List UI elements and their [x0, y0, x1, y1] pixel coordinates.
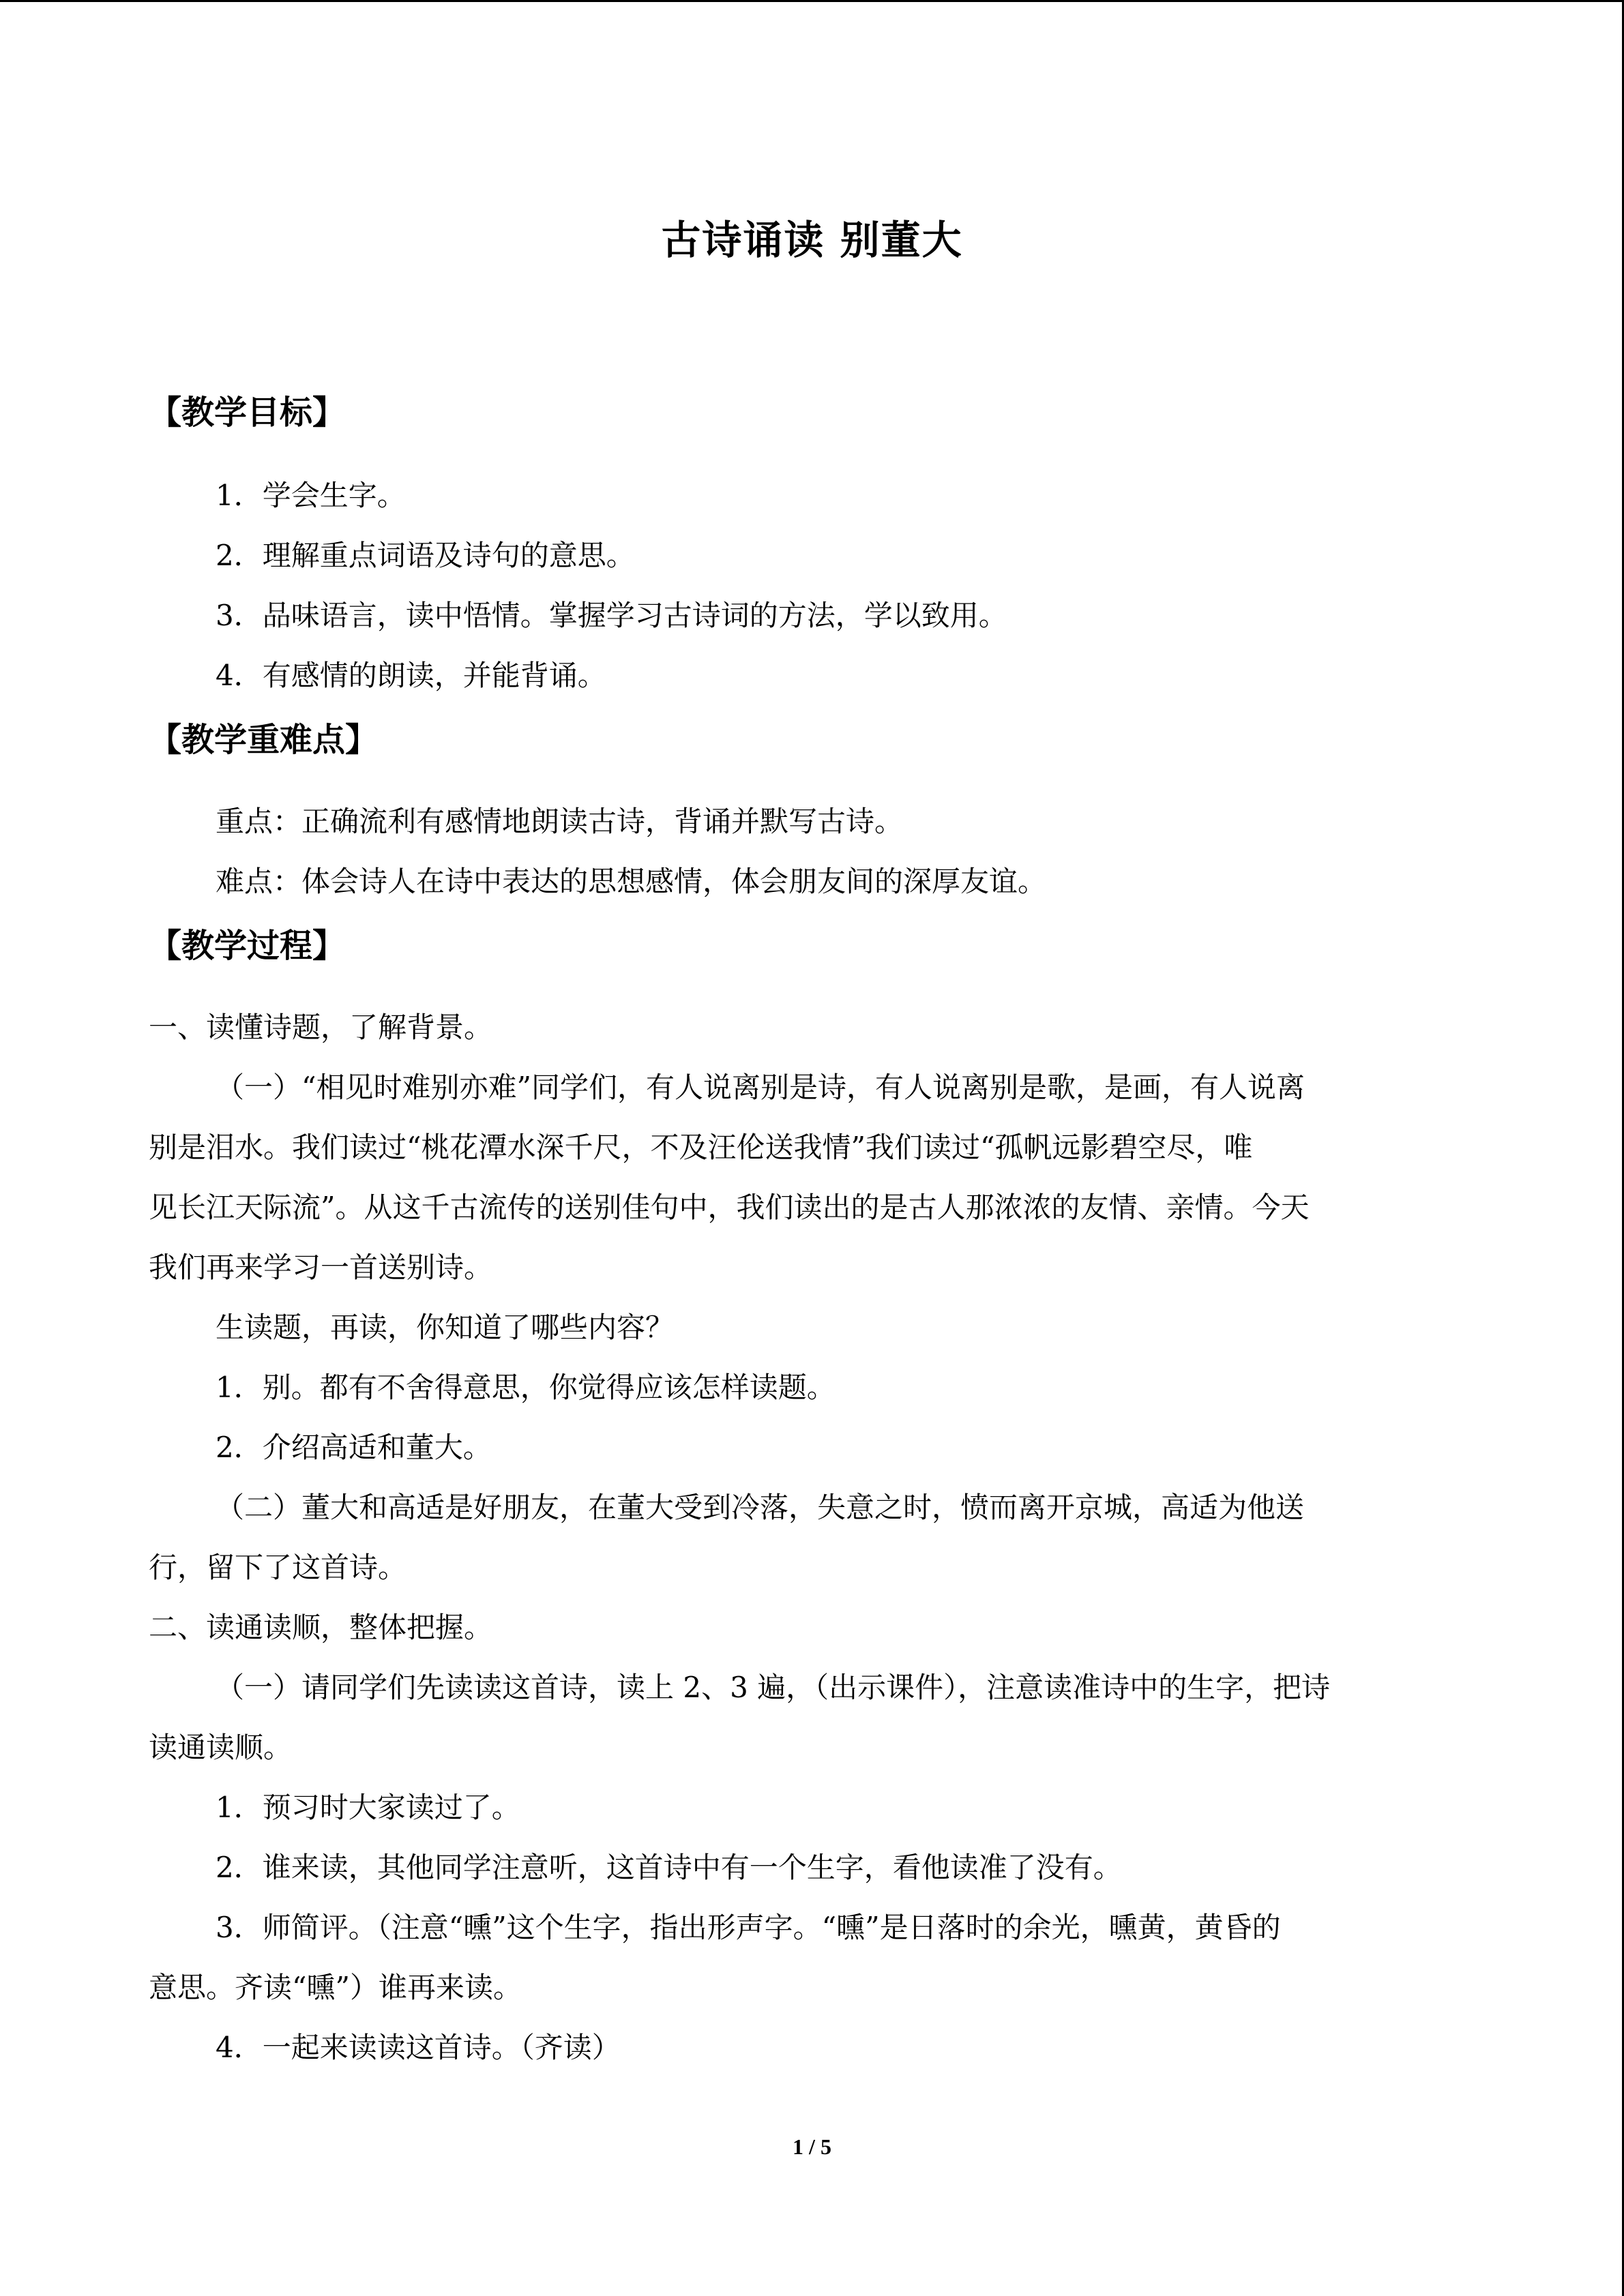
- process-line: 2．介绍高适和董大。: [216, 1431, 492, 1464]
- process-line: 见长江天际流”。从这千古流传的送别佳句中，我们读出的是古人那浓浓的友情、亲情。今天: [149, 1191, 1310, 1224]
- section-heading-goals: 【教学目标】: [149, 393, 346, 432]
- process-line: 2．谁来读，其他同学注意听，这首诗中有一个生字，看他读准了没有。: [216, 1851, 1122, 1884]
- goal-item: 3．品味语言，读中悟情。掌握学习古诗词的方法，学以致用。: [216, 599, 1007, 632]
- goal-item: 2．理解重点词语及诗句的意思。: [216, 539, 635, 572]
- process-line: 别是泪水。我们读过“桃花潭水深千尺，不及汪伦送我情”我们读过“孤帆远影碧空尽，唯: [149, 1131, 1253, 1164]
- process-line: 生读题，再读，你知道了哪些内容？: [216, 1311, 675, 1344]
- process-line: 1．预习时大家读过了。: [216, 1791, 520, 1824]
- process-line: （一）请同学们先读读这首诗，读上 2、3 遍，（出示课件），注意读准诗中的生字，把诗: [216, 1671, 1331, 1704]
- process-line: 二、读通读顺，整体把握。: [149, 1611, 493, 1644]
- keypoint-item: 难点：体会诗人在诗中表达的思想感情，体会朋友间的深厚友谊。: [216, 865, 1047, 898]
- section-heading-process: 【教学过程】: [149, 927, 346, 965]
- page-number: 1 / 5: [793, 2134, 831, 2159]
- process-line: （二）董大和高适是好朋友，在董大受到冷落，失意之时，愤而离开京城，高适为他送: [216, 1491, 1305, 1524]
- page-top-border: [0, 0, 1624, 2]
- process-line: 一、读懂诗题，了解背景。: [149, 1011, 493, 1044]
- page-title: 古诗诵读 别董大: [661, 217, 963, 263]
- process-line: 行，留下了这首诗。: [149, 1551, 407, 1584]
- process-line: 读通读顺。: [149, 1731, 293, 1764]
- goal-item: 4．有感情的朗读，并能背诵。: [216, 659, 606, 692]
- section-heading-keypoints: 【教学重难点】: [149, 721, 379, 759]
- process-line: 4．一起来读读这首诗。（齐读）: [216, 2031, 621, 2064]
- goal-item: 1．学会生字。: [216, 479, 406, 512]
- process-line: 我们再来学习一首送别诗。: [149, 1251, 493, 1284]
- process-line: 1．别。都有不舍得意思，你觉得应该怎样读题。: [216, 1371, 836, 1404]
- process-line: （一）“相见时难别亦难”同学们，有人说离别是诗，有人说离别是歌，是画，有人说离: [216, 1071, 1305, 1104]
- process-line: 3．师简评。（注意“曛”这个生字，指出形声字。“曛”是日落时的余光，曛黄，黄昏的: [216, 1911, 1281, 1944]
- keypoint-item: 重点：正确流利有感情地朗读古诗，背诵并默写古诗。: [216, 805, 904, 838]
- process-line: 意思。齐读“曛”）谁再来读。: [149, 1971, 522, 2004]
